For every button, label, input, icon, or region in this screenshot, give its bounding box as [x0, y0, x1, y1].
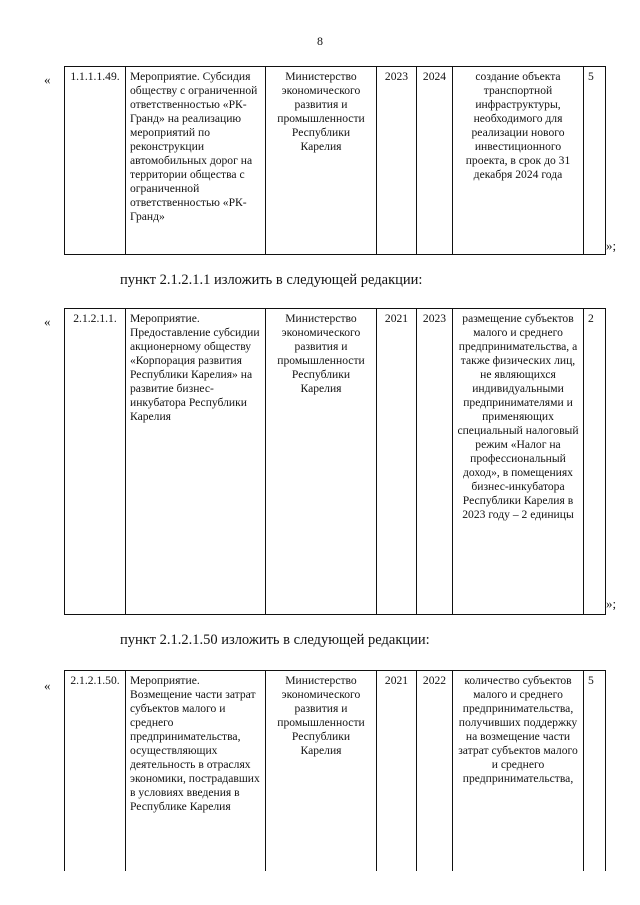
item-number: 2.1.2.1.50.: [65, 671, 126, 871]
item-number-column: 2: [584, 309, 606, 615]
item-name: Мероприятие. Субсидия обществу с ограниченной ответственностью «РК-Гранд» на реализацию мероприятий по реконструкции автомобильных дорог на территории общества с ограниченной ответственностью «РК-Гранд»: [126, 67, 266, 255]
open-quote-2: «: [44, 314, 51, 329]
table-item-1-1-1-1-49: [64, 66, 606, 255]
close-quote-2: »;: [606, 596, 617, 611]
item-number-column: 5: [584, 671, 606, 871]
open-quote-3: «: [44, 678, 51, 693]
item-year-end: 2022: [417, 671, 453, 871]
item-number: 1.1.1.1.49.: [65, 67, 126, 255]
amendment-paragraph-1: пункт 2.1.2.1.1 изложить в следующей редакции:: [120, 272, 423, 288]
item-result: создание объекта транспортной инфраструктуры, необходимого для реализации нового инвестиционного проекта, в срок до 31 декабря 2024 года: [453, 67, 584, 255]
table-item-2-1-2-1-1: [64, 308, 606, 615]
page-number: 8: [317, 34, 323, 48]
table-item-2-1-2-1-50: [64, 670, 606, 871]
item-year-end: 2023: [417, 309, 453, 615]
item-name: Мероприятие. Возмещение части затрат субъектов малого и среднего предпринимательства, осуществляющих деятельность в отраслях экономики, пострадавших в условиях введения в Республике Карелия: [126, 671, 266, 871]
item-year-start: 2021: [377, 309, 417, 615]
item-executor: Министерство экономического развития и промышленности Республики Карелия: [266, 67, 377, 255]
item-executor: Министерство экономического развития и промышленности Республики Карелия: [266, 309, 377, 615]
amendment-paragraph-2: пункт 2.1.2.1.50 изложить в следующей редакции:: [120, 632, 430, 648]
item-result: количество субъектов малого и среднего предпринимательства, получивших поддержку на возмещение части затрат субъектов малого и среднего предпринимательства,: [453, 671, 584, 871]
item-result: размещение субъектов малого и среднего предпринимательства, а также физических лиц, не являющихся индивидуальными предпринимателями и применяющих специальный налоговый режим «Налог на профессиональный доход», в помещениях бизнес-инкубатора Республики Карелия в 2023 году – 2 единицы: [453, 309, 584, 615]
table-row: [65, 309, 606, 615]
item-executor: Министерство экономического развития и промышленности Республики Карелия: [266, 671, 377, 871]
item-name: Мероприятие. Предоставление субсидии акционерному обществу «Корпорация развития Республики Карелия» на развитие бизнес-инкубатора Республики Карелия: [126, 309, 266, 615]
item-year-start: 2023: [377, 67, 417, 255]
item-year-end: 2024: [417, 67, 453, 255]
table-row: [65, 671, 606, 871]
item-year-start: 2021: [377, 671, 417, 871]
item-number-column: 5: [584, 67, 606, 255]
open-quote-1: «: [44, 72, 51, 87]
item-number: 2.1.2.1.1.: [65, 309, 126, 615]
table-row: [65, 67, 606, 255]
close-quote-1: »;: [606, 238, 617, 253]
